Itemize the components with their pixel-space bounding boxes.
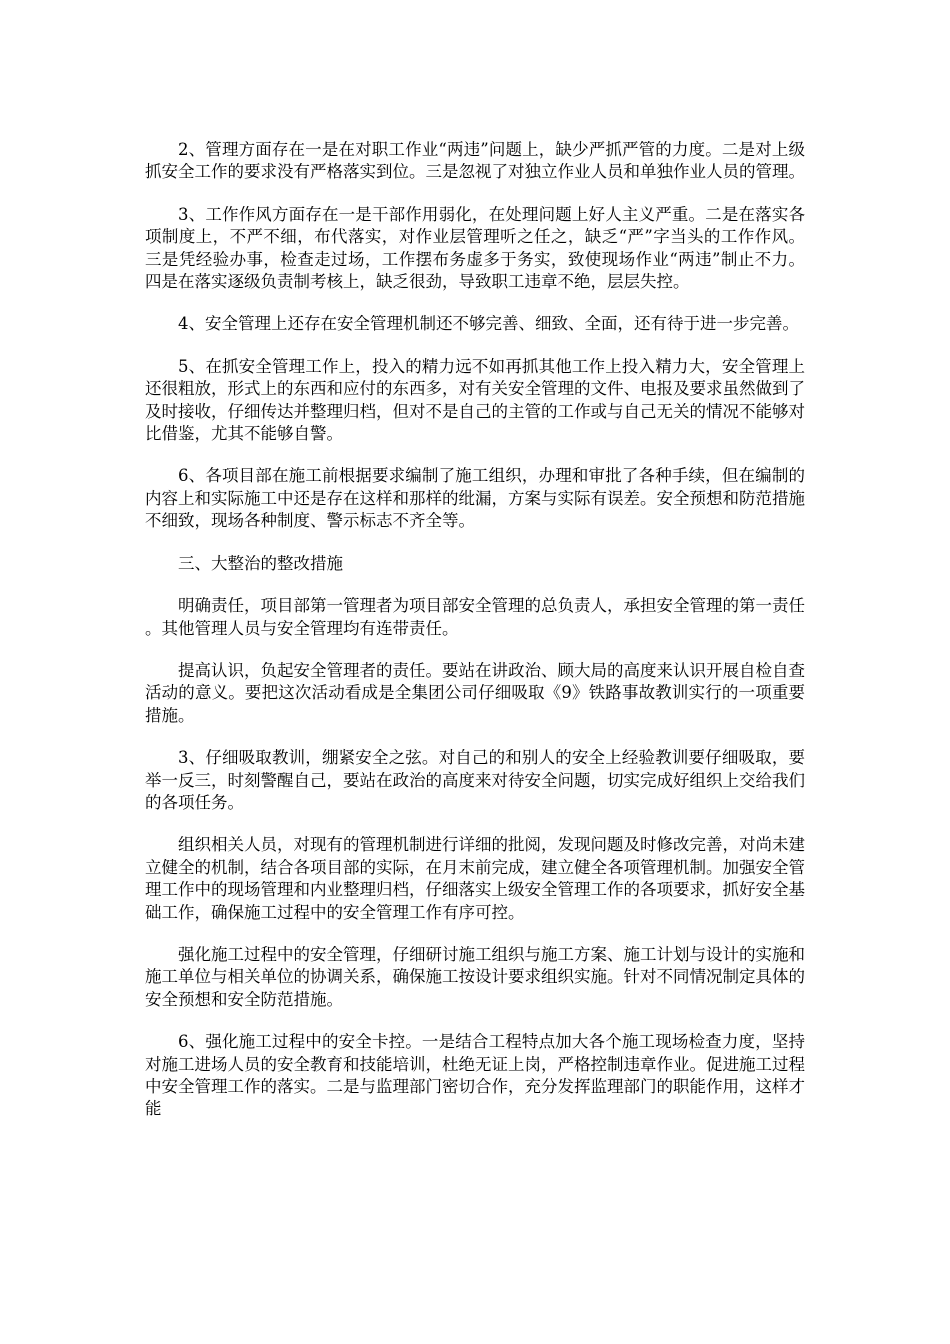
measure-process-safety: 强化施工过程中的安全管理，仔细研讨施工组织与施工方案、施工计划与设计的实施和施工单位与相关单位的协调关系，确保施工按设计要求组织实施。针对不同情况制定具体的安全预想和安全防范措施。 — [145, 944, 805, 1009]
paragraph-work-style-issues: 3、工作作风方面存在一是干部作用弱化，在处理问题上好人主义严重。二是在落实各项制度上，不严不细，布代落实，对作业层管理听之任之，缺乏“严”字当头的工作作风。三是凭经验办事，检查走过场，工作摆布务虚多于务实，致使现场作业“两违”制止不力。四是在落实逐级负责制考核上，缺乏很劲，导致职工违章不绝，层层失控。 — [145, 204, 805, 292]
measure-mechanism-review: 组织相关人员，对现有的管理机制进行详细的批阅，发现问题及时修改完善，对尚未建立健全的机制，结合各项目部的实际，在月末前完成，建立健全各项管理机制。加强安全管理工作中的现场管理和内业整理归档，仔细落实上级安全管理工作的各项要求，抓好安全基础工作，确保施工过程中的安全管理工作有序可控。 — [145, 835, 805, 922]
measure-awareness: 提高认识，负起安全管理者的责任。要站在讲政治、顾大局的高度来认识开展自检自查活动的意义。要把这次活动看成是全集团公司仔细吸取《9》铁路事故教训实行的一项重要措施。 — [145, 660, 805, 725]
section-heading: 三、大整治的整改措施 — [178, 553, 343, 573]
measure-safety-control: 6、强化施工过程中的安全卡控。一是结合工程特点加大各个施工现场检查力度，坚持对施工进场人员的安全教育和技能培训，杜绝无证上岗，严格控制违章作业。促进施工过程中安全管理工作的落实。二是与监理部门密切合作，充分发挥监理部门的职能作用，这样才能 — [145, 1032, 805, 1119]
document-page — [145, 139, 805, 1141]
paragraph-mechanism-issues: 4、安全管理上还存在安全管理机制还不够完善、细致、全面，还有待于进一步完善。 — [178, 314, 799, 334]
measure-lessons: 3、仔细吸取教训，绷紧安全之弦。对自己的和别人的安全上经验教训要仔细吸取，要举一反三，时刻警醒自己，要站在政治的高度来对待安全问题，切实完成好组织上交给我们的各项任务。 — [145, 748, 805, 812]
paragraph-construction-issues: 6、各项目部在施工前根据要求编制了施工组织，办理和审批了各种手续，但在编制的内容上和实际施工中还是存在这样和那样的纰漏，方案与实际有误差。安全预想和防范措施不细致，现场各种制度、警示标志不齐全等。 — [145, 466, 805, 531]
paragraph-management-issues: 2、管理方面存在一是在对职工作业“两违”问题上，缺少严抓严管的力度。二是对上级抓安全工作的要求没有严格落实到位。三是忽视了对独立作业人员和单独作业人员的管理。 — [145, 140, 805, 182]
measure-responsibility: 明确责任，项目部第一管理者为项目部安全管理的总负责人，承担安全管理的第一责任。其他管理人员与安全管理均有连带责任。 — [145, 596, 805, 638]
paragraph-effort-issues: 5、在抓安全管理工作上，投入的精力远不如再抓其他工作上投入精力大，安全管理上还很粗放，形式上的东西和应付的东西多，对有关安全管理的文件、电报及要求虽然做到了及时接收，仔细传达并整理归档，但对不是自己的主管的工作或与自己无关的情况不能够对比借鉴，尤其不能够自警。 — [145, 356, 805, 444]
